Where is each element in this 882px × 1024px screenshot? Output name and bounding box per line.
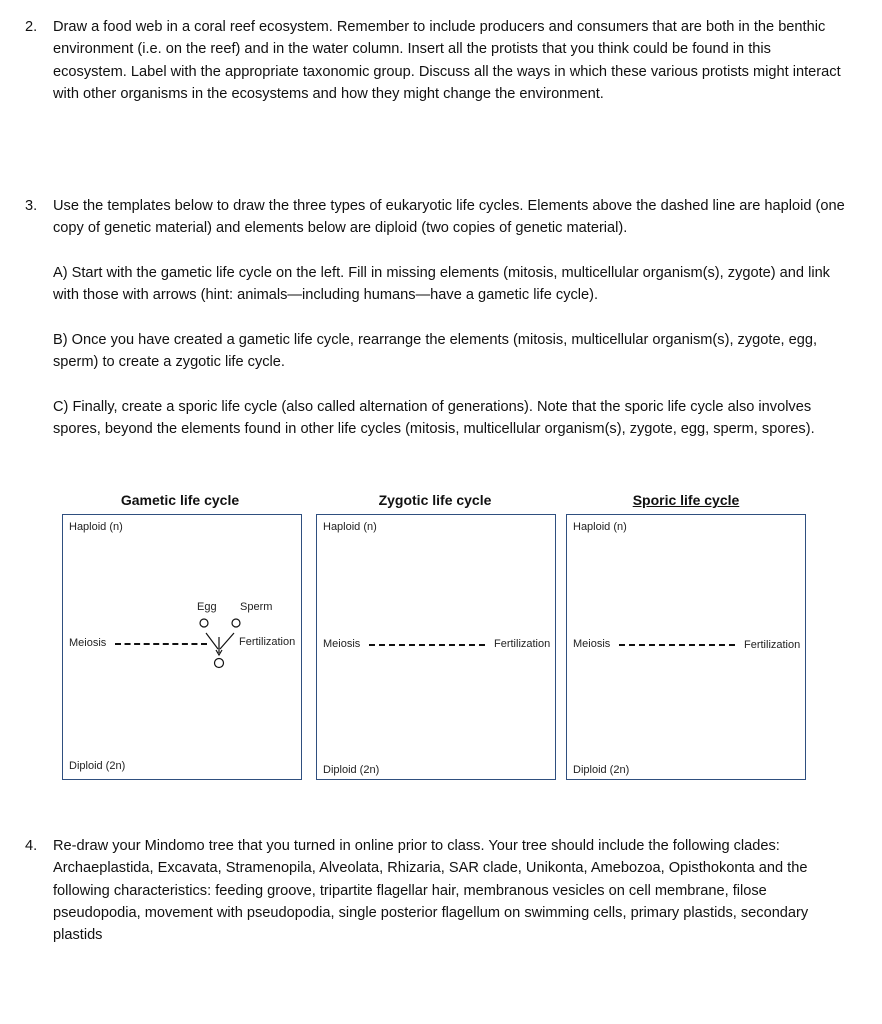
fertilization-diagram [63,515,303,781]
zygotic-template-box[interactable] [316,514,556,780]
question-4 [25,835,845,946]
question-2 [25,16,845,105]
question-4-number: 4. [25,838,38,854]
egg-label: Egg [197,601,217,613]
gametic-fertilization-label: Fertilization [239,636,296,648]
question-3-part-b: B) Once you have created a gametic life cycle, rearrange the elements (mitosis, multicellular organism(s), zygote, egg, sperm) to create a zygotic life cycle. [53,332,818,371]
zygote-cell-icon [215,659,224,668]
sporic-meiosis-label: Meiosis [573,638,611,650]
sporic-haploid-label: Haploid (n) [573,521,627,533]
zygotic-dashed-line [369,644,485,646]
sporic-dashed-line [619,644,735,646]
gametic-meiosis-label: Meiosis [69,637,107,649]
gametic-title: Gametic life cycle [120,492,240,508]
gametic-template-box[interactable] [62,514,302,780]
gametic-diploid-label: Diploid (2n) [69,760,126,772]
zygotic-diploid-label: Diploid (2n) [323,764,380,776]
question-3-number: 3. [25,198,38,214]
question-3-text: Use the templates below to draw the three types of eukaryotic life cycles. Elements above the dashed line are haploid (one copy of genetic material) and elements below are diploid (two copies of genetic material). [53,198,845,237]
gametic-haploid-label: Haploid (n) [69,521,123,533]
sperm-arrow [220,633,234,649]
zygotic-meiosis-label: Meiosis [323,638,361,650]
question-3-part-a: A) Start with the gametic life cycle on the left. Fill in missing elements (mitosis, multicellular organism(s), zygote) and link with those with arrows (hint: animals—including humans—have a gametic life cycle). [53,265,830,304]
question-3 [25,195,845,240]
sperm-label: Sperm [240,601,273,613]
sporic-title [566,492,806,508]
egg-arrow [206,633,218,649]
egg-cell-icon [200,619,208,627]
sporic-title-text: Sporic life cycle [632,492,740,508]
question-2-number: 2. [25,19,38,35]
sporic-template-box[interactable] [566,514,806,780]
zygotic-title: Zygotic life cycle [378,492,492,508]
question-4-text: Re-draw your Mindomo tree that you turned in online prior to class. Your tree should include the following clades: Archaeplastida, Excavata, Stramenopila, Alveolata, Rhizaria, SAR clade, Unikonta, Amebozoa, Opisthokonta and the following characteristics: feeding groove, tripartite flagellar hair, membranous vesicles on cell membrane, filose pseudopodia, movement with pseudopodia, single posterior flagellum on swimming cells, primary plastids, secondary plastids [53,838,809,944]
zygotic-fertilization-label: Fertilization [494,638,551,650]
sporic-fertilization-label: Fertilization [744,639,801,651]
question-3-part-c: C) Finally, create a sporic life cycle (also called alternation of generations). Note that the sporic life cycle also involves spores, beyond the elements found in other life cycles (mitosis, multicellular organism(s), zygote, egg, sperm, spores). [53,399,815,438]
question-2-text: Draw a food web in a coral reef ecosystem. Remember to include producers and consumers that are both in the benthic environment (i.e. on the reef) and in the water column. Insert all the protists that you think could be found in this ecosystem. Label with the appropriate taxonomic group. Discuss all the ways in which these various protists might interact with other organisms in the ecosystems and how they might change the environment. [53,19,841,102]
sperm-cell-icon [232,619,240,627]
zygotic-haploid-label: Haploid (n) [323,521,377,533]
sporic-diploid-label: Diploid (2n) [573,764,630,776]
